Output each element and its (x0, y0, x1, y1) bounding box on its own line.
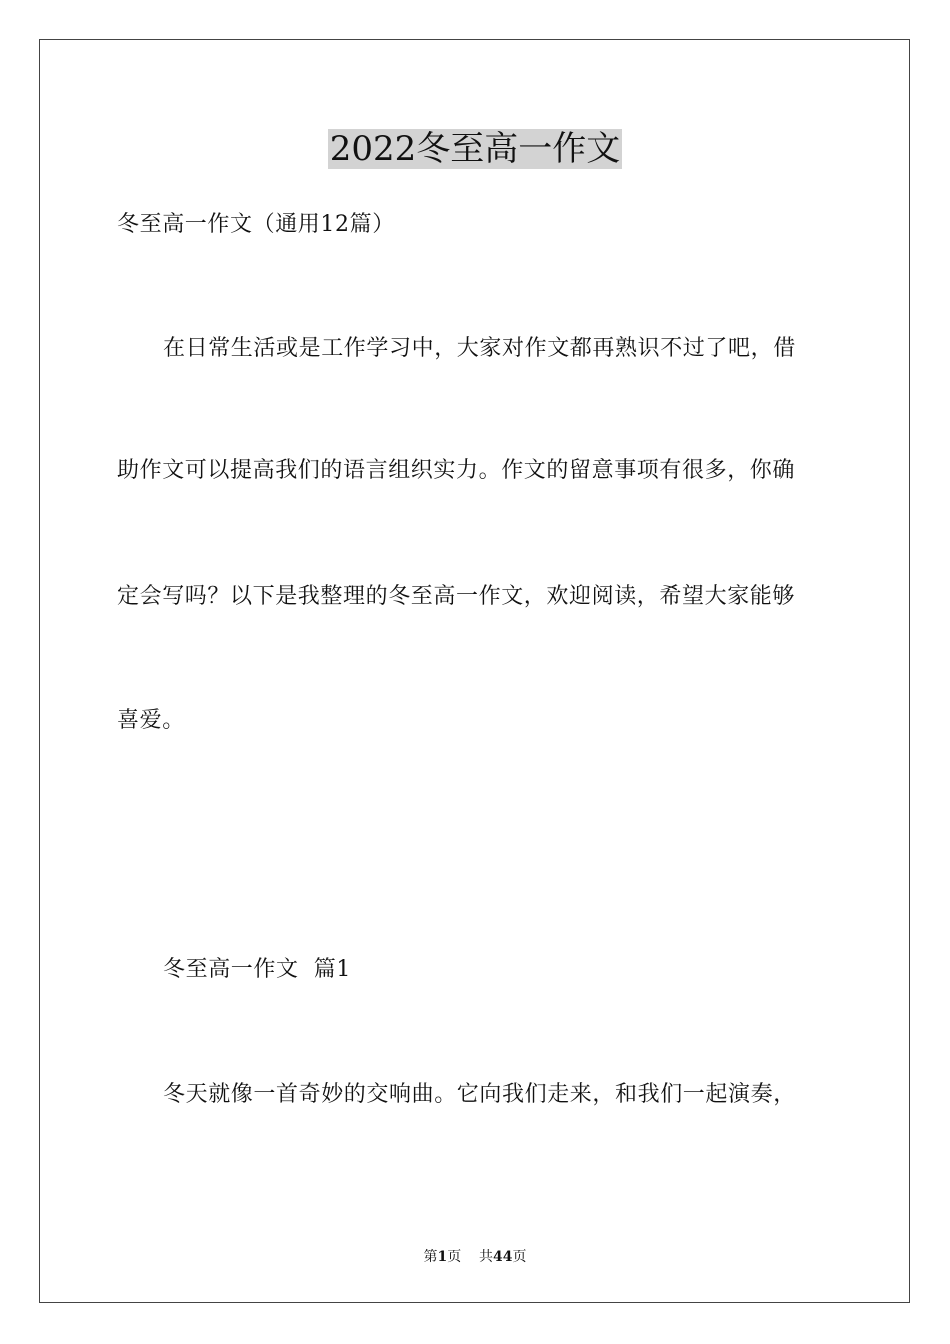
page-footer (0, 1247, 950, 1267)
intro-line-2: 助作文可以提高我们的语言组织实力。作文的留意事项有很多，你确 (117, 458, 796, 483)
footer-total-pages: 44 (493, 1249, 513, 1265)
footer-page-prefix: 第 (423, 1249, 438, 1265)
intro-line-4: 喜爱。 (117, 708, 185, 733)
intro-line-3: 定会写吗？以下是我整理的冬至高一作文，欢迎阅读，希望大家能够 (117, 584, 796, 609)
footer-page-number: 1 (437, 1249, 448, 1265)
document-title-text: 2022冬至高一作文 (329, 129, 621, 169)
document-title (0, 126, 950, 172)
intro-line-1: 在日常生活或是工作学习中，大家对作文都再熟识不过了吧，借 (163, 336, 796, 361)
footer-page-suffix: 页 (447, 1249, 462, 1265)
footer-total-prefix: 共 (479, 1249, 494, 1265)
section-heading: 冬至高一作文 篇1 (163, 957, 351, 982)
body-line-1: 冬天就像一首奇妙的交响曲。它向我们走来，和我们一起演奏， (163, 1082, 796, 1107)
footer-total-suffix: 页 (512, 1249, 527, 1265)
document-subtitle: 冬至高一作文（通用12篇） (117, 212, 395, 237)
